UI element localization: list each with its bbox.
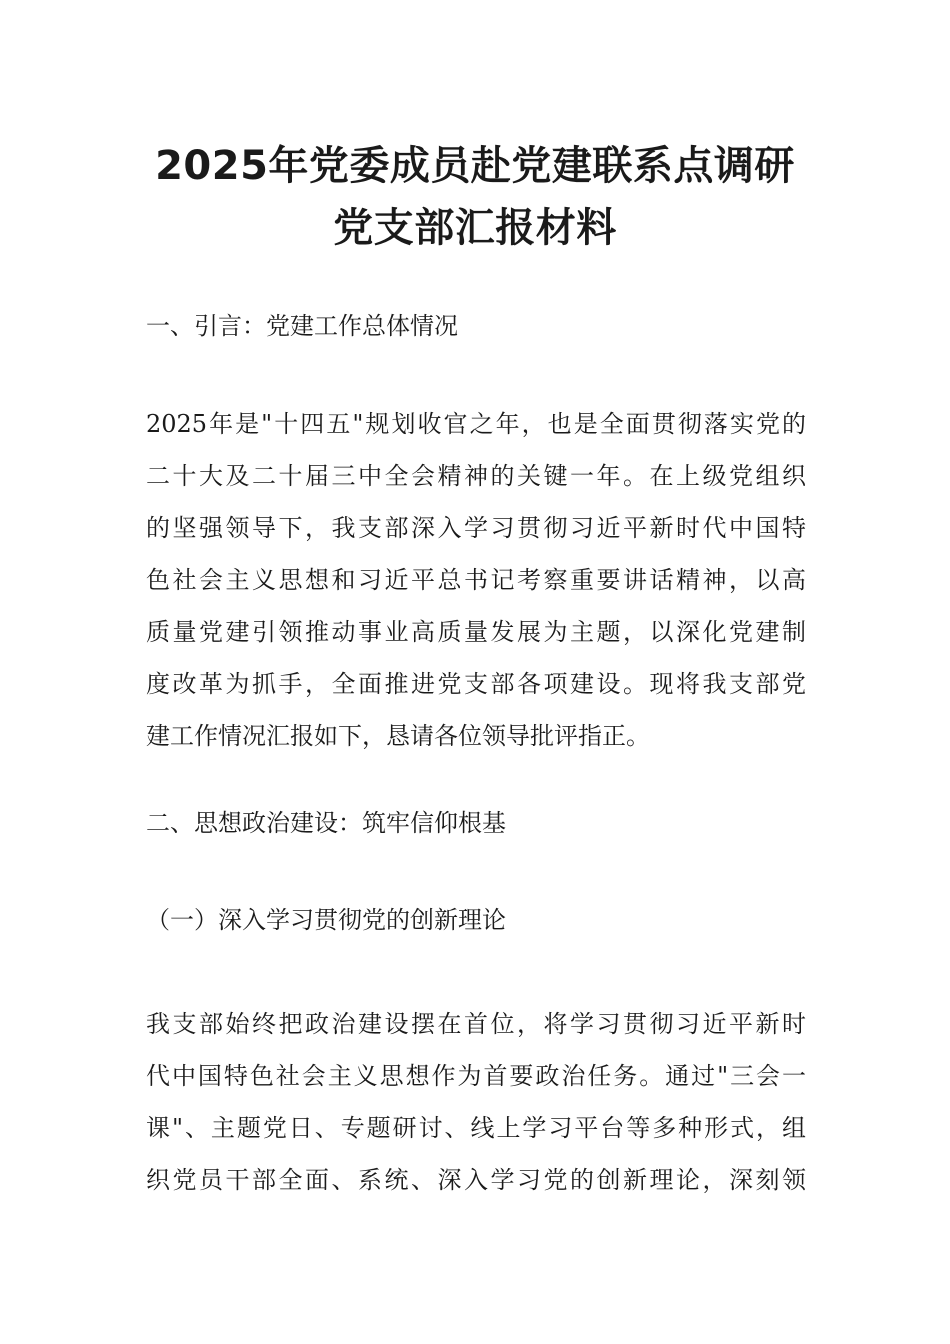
paragraph-line: 织党员干部全面、系统、深入学习党的创新理论，深刻领 [146,1166,806,1194]
document-title-line-2: 党支部汇报材料 [333,205,617,251]
paragraph-line: 二十大及二十届三中全会精神的关键一年。在上级党组织 [146,462,806,490]
paragraph-line: 我支部始终把政治建设摆在首位，将学习贯彻习近平新时 [146,1010,806,1038]
document-title-line-1: 2025年党委成员赴党建联系点调研 [155,143,795,189]
paragraph-line: 代中国特色社会主义思想作为首要政治任务。通过"三会一 [146,1062,806,1090]
paragraph-line: 质量党建引领推动事业高质量发展为主题，以深化党建制 [146,618,806,646]
paragraph-line: 度改革为抓手，全面推进党支部各项建设。现将我支部党 [146,670,806,698]
paragraph-line: 的坚强领导下，我支部深入学习贯彻习近平新时代中国特 [146,514,806,542]
paragraph-line: 色社会主义思想和习近平总书记考察重要讲话精神，以高 [146,566,806,594]
section-heading-introduction: 一、引言：党建工作总体情况 [146,312,458,340]
paragraph-study-theory [146,998,806,1206]
paragraph-line: 2025年是"十四五"规划收官之年，也是全面贯彻落实党的 [146,410,806,438]
subsection-heading-study-theory: （一）深入学习贯彻党的创新理论 [146,906,506,934]
paragraph-line: 课"、主题党日、专题研讨、线上学习平台等多种形式，组 [146,1114,806,1142]
section-heading-ideological-building: 二、思想政治建设：筑牢信仰根基 [146,809,506,837]
paragraph-introduction [146,398,806,762]
paragraph-line: 建工作情况汇报如下，恳请各位领导批评指正。 [146,722,650,750]
